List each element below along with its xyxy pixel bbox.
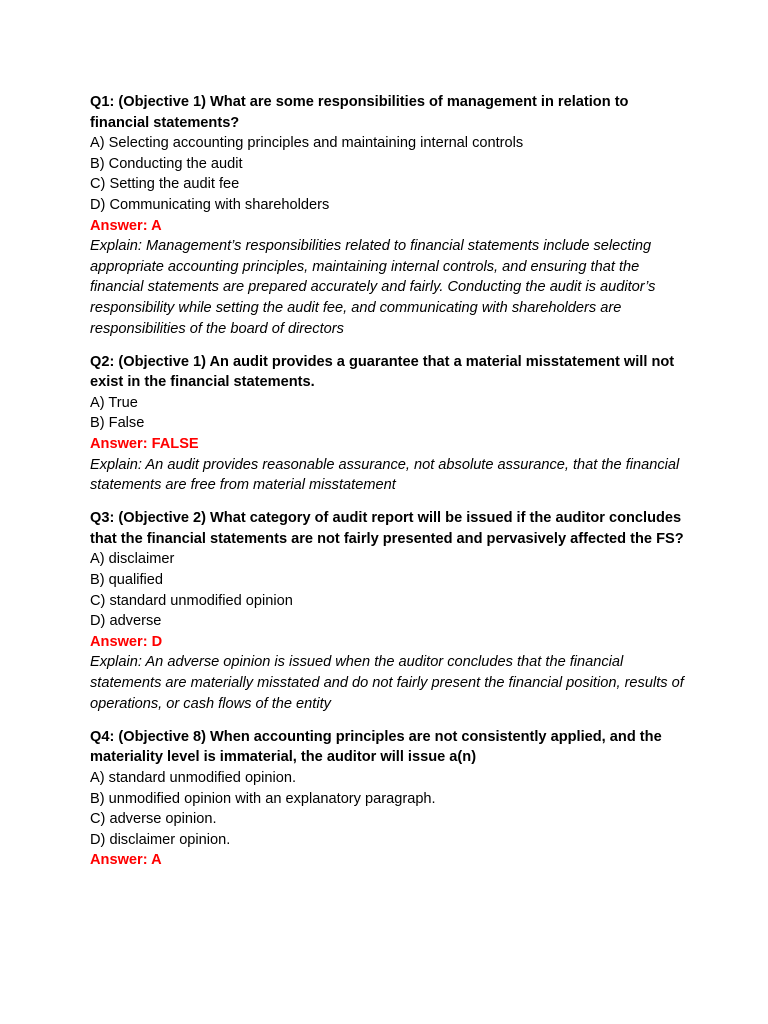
option-b: B) Conducting the audit (90, 155, 243, 172)
option-b: B) False (90, 415, 145, 432)
option-a: A) standard unmodified opinion. (90, 769, 297, 786)
question-text: Q4: (Objective 8) When accounting principles are not consistently applied, and the materiality level is immaterial, the auditor will issue a(n) (90, 728, 662, 766)
answer-text: Answer: FALSE (90, 436, 199, 452)
question-text: Q3: (Objective 2) What category of audit report will be issued if the auditor concludes that the financial statements are not fairly presented and pervasively affected the FS? (90, 510, 684, 547)
answer-text: Answer: A (90, 217, 162, 234)
option-d: D) Communicating with shareholders (90, 196, 330, 213)
question-block-q2 (90, 352, 690, 496)
explain-text: Explain: Management’s responsibilities related to financial statements include selecting appropriate accounting principles, maintaining internal controls, and ensuring that the financial statements are prepared accurately and fairly. Conducting the audit is auditor’s responsibility while setting the audit fee, and communicating with shareholders are responsibilities of the board of directors (90, 238, 656, 337)
option-a: A) Selecting accounting principles and maintaining internal controls (90, 135, 524, 152)
option-c: C) Setting the audit fee (90, 176, 240, 193)
question-block-q4 (90, 727, 690, 871)
option-d: D) disclaimer opinion. (90, 831, 231, 848)
option-a: A) disclaimer (90, 551, 175, 568)
document-page (90, 92, 690, 883)
question-text: Q1: (Objective 1) What are some responsibilities of management in relation to financial statements? (90, 94, 629, 131)
answer-text: Answer: A (90, 852, 162, 869)
option-d: D) adverse (90, 613, 162, 630)
option-c: C) adverse opinion. (90, 811, 217, 828)
question-block-q3 (90, 508, 690, 714)
question-block-q1 (90, 92, 690, 339)
answer-text: Answer: D (90, 633, 163, 650)
option-a: A) True (90, 394, 138, 411)
option-b: B) qualified (90, 572, 164, 589)
question-text: Q2: (Objective 1) An audit provides a guarantee that a material misstatement will not exist in the financial statements. (90, 353, 675, 391)
explain-text: Explain: An adverse opinion is issued when the auditor concludes that the financial statements are materially misstated and do not fairly present the financial position, results of operations, or cash flows of the entity (90, 654, 684, 712)
option-c: C) standard unmodified opinion (90, 592, 293, 609)
option-b: B) unmodified opinion with an explanatory paragraph. (90, 790, 436, 807)
explain-text: Explain: An audit provides reasonable assurance, not absolute assurance, that the financial statements are free from material misstatement (90, 456, 680, 494)
